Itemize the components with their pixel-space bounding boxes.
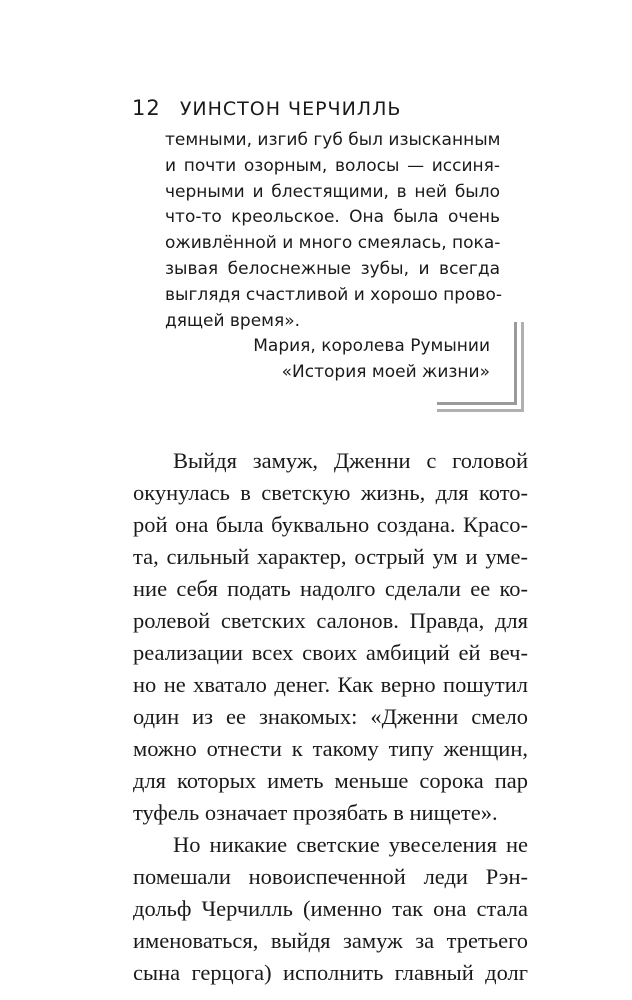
quote-line: черными и блестящими, в ней было bbox=[165, 181, 500, 202]
quote-frame-line bbox=[437, 402, 517, 405]
body-line: именоваться, выйдя замуж за третьего bbox=[133, 928, 528, 953]
body-text bbox=[133, 445, 528, 989]
body-line: дольф Черчилль (именно так она стала bbox=[133, 896, 528, 921]
body-line: сына герцога) исполнить главный долг bbox=[133, 960, 528, 985]
quote-source: «История моей жизни» bbox=[281, 362, 490, 383]
quote-frame-line bbox=[514, 322, 517, 405]
quote-line: что-то креольское. Она была очень bbox=[165, 207, 500, 228]
quote-frame-line bbox=[437, 409, 524, 412]
body-line: окунулась в светскую жизнь, для кото- bbox=[133, 480, 528, 505]
body-line: можно отнести к такому типу женщин, bbox=[133, 736, 528, 761]
page-number: 12 bbox=[132, 96, 161, 120]
quote-line: и почти озорным, волосы — иссиня- bbox=[165, 155, 500, 176]
body-line: но не хватало денег. Как верно пошутил bbox=[133, 672, 528, 697]
running-head: УИНСТОН ЧЕРЧИЛЛЬ bbox=[179, 98, 402, 120]
quote-line: зывая белоснежные зубы, и всегда bbox=[165, 258, 500, 279]
body-line: реализации всех своих амбиций ей веч- bbox=[133, 640, 528, 665]
body-line: помешали новоиспеченной леди Рэн- bbox=[133, 864, 528, 889]
quote-line: дящей время». bbox=[165, 310, 301, 331]
body-line: Выйдя замуж, Дженни с головой bbox=[173, 448, 528, 473]
epigraph-quote bbox=[165, 128, 503, 386]
quote-line: выглядя счастливой и хорошо прово- bbox=[165, 284, 503, 305]
body-line: ролевой светских салонов. Правда, для bbox=[133, 608, 528, 633]
page-header bbox=[132, 96, 401, 120]
body-line: для которых иметь меньше сорока пар bbox=[133, 768, 528, 793]
body-line: та, сильный характер, острый ум и уме- bbox=[133, 544, 528, 569]
body-line: ние себя подать надолго сделали ее ко- bbox=[133, 576, 528, 601]
body-line: один из ее знакомых: «Дженни смело bbox=[133, 704, 528, 729]
body-line: туфель означает прозябать в нищете». bbox=[133, 800, 498, 825]
body-line: рой она была буквально создана. Красо- bbox=[133, 512, 528, 537]
quote-line: оживлённой и много смеялась, пока- bbox=[165, 233, 501, 254]
quote-author: Мария, королева Румынии bbox=[253, 336, 490, 357]
quote-line: темными, изгиб губ был изысканным bbox=[165, 130, 501, 150]
quote-frame-line bbox=[521, 322, 524, 412]
body-line: Но никакие светские увеселения не bbox=[173, 832, 528, 857]
